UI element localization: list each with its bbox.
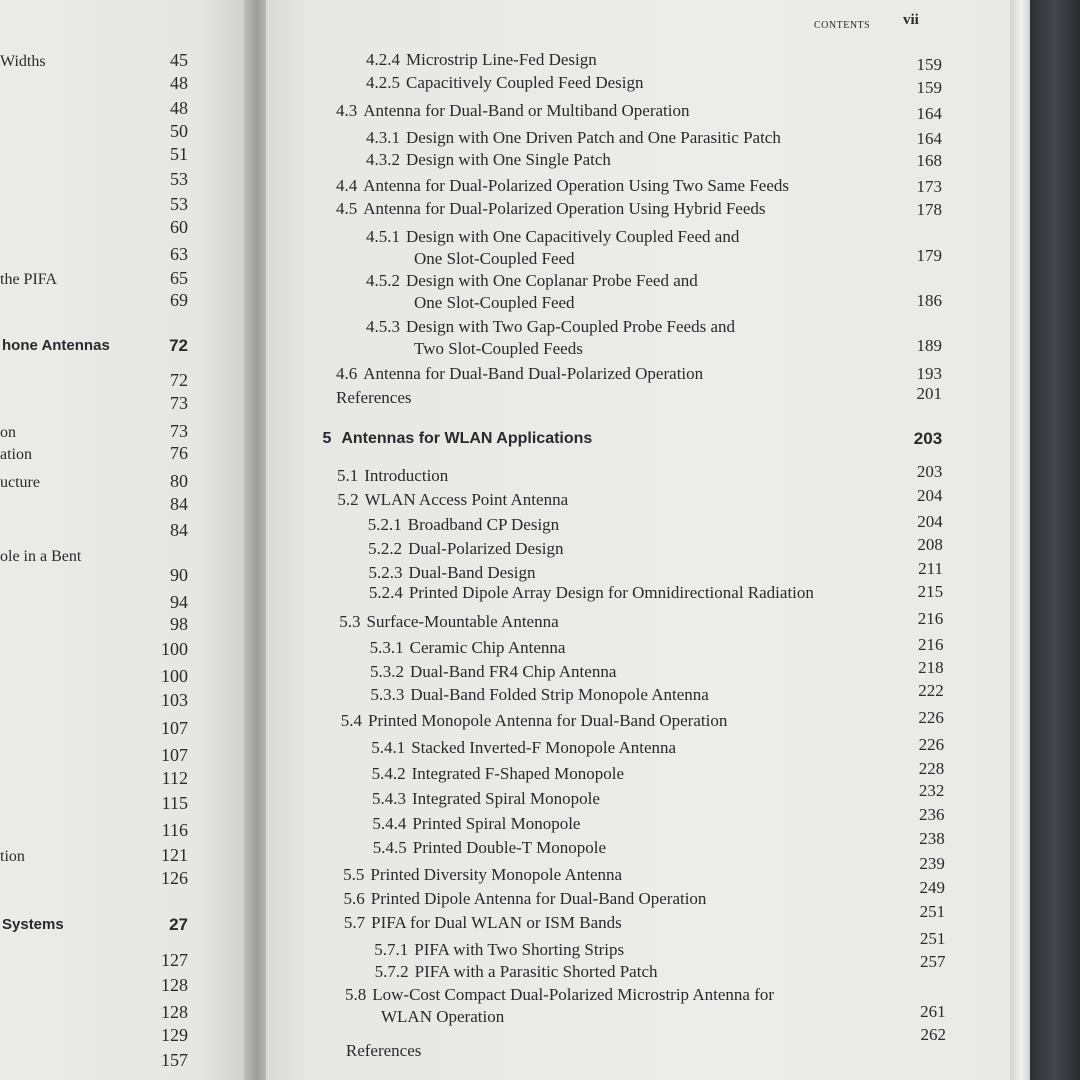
toc-entry-number: 5.2	[337, 490, 359, 509]
toc-entry	[336, 199, 765, 219]
toc-entry-title: Design with One Capacitively Coupled Feed and	[406, 227, 740, 246]
left-page-number: 84	[170, 520, 188, 540]
toc-entry-number: 4.3.1	[366, 128, 400, 147]
toc-entry	[372, 789, 600, 809]
toc-page-number: 222	[918, 681, 944, 700]
left-page-number: 51	[170, 144, 188, 164]
right-page	[266, 0, 1014, 1080]
toc-entry	[366, 227, 739, 247]
left-page-number: 27	[169, 915, 188, 934]
toc-entry-number: 4.4	[336, 176, 358, 195]
toc-entry-title: Antenna for Dual-Band Dual-Polarized Operation	[363, 364, 704, 383]
left-page-number: 126	[161, 868, 188, 888]
toc-page-number: 168	[916, 151, 942, 170]
folio: vii	[903, 12, 919, 28]
toc-entry-title: Dual-Polarized Design	[408, 539, 564, 558]
running-head: CONTENTS	[814, 20, 871, 31]
toc-page-number: 218	[918, 658, 944, 677]
toc-page-number: 178	[916, 200, 942, 219]
left-page-number: 73	[170, 421, 188, 441]
left-page-number: 128	[161, 1002, 188, 1022]
toc-entry	[344, 889, 707, 909]
toc-entry-title: Design with One Coplanar Probe Feed and	[406, 271, 698, 290]
toc-entry	[368, 515, 559, 535]
toc-entry	[336, 364, 703, 384]
toc-entry-title: Microstrip Line-Fed Design	[406, 50, 597, 69]
toc-entry-title: Printed Monopole Antenna for Dual-Band Operation	[368, 711, 728, 730]
toc-entry-title: Printed Dipole Antenna for Dual-Band Operation	[370, 889, 707, 908]
left-page-number: 127	[161, 950, 188, 970]
left-page-number: 121	[161, 845, 188, 865]
toc-entry	[366, 271, 698, 291]
toc-entry-number: 4.5.1	[366, 227, 400, 246]
toc-entry-number: 4.5	[336, 199, 358, 218]
toc-entry-number: 5.3	[339, 612, 361, 631]
toc-page-number: 236	[919, 805, 945, 824]
toc-entry-title: Dual-Band FR4 Chip Antenna	[410, 662, 617, 681]
toc-entry	[370, 685, 708, 705]
toc-entry	[372, 764, 624, 784]
toc-page-number: 261	[920, 1002, 946, 1021]
toc-entry-number: 5.3.2	[370, 662, 405, 681]
toc-page-number: 262	[920, 1025, 946, 1044]
toc-entry-title: Integrated F-Shaped Monopole	[411, 764, 625, 783]
toc-entry-title: PIFA for Dual WLAN or ISM Bands	[371, 913, 622, 932]
toc-entry-number: 5.2.1	[367, 515, 402, 534]
toc-page-number: 201	[916, 384, 942, 403]
toc-entry-title: Printed Dipole Array Design for Omnidirectional Radiation	[408, 583, 814, 602]
toc-entry-number: 5.1	[337, 466, 359, 485]
left-page-number: 94	[170, 592, 188, 612]
left-page-number: 100	[161, 639, 188, 659]
toc-entry-number: 5.4.2	[371, 764, 406, 783]
toc-entry-title: Low-Cost Compact Dual-Polarized Microstrip Antenna for	[372, 985, 775, 1004]
left-page-number: 90	[170, 565, 188, 585]
toc-page-number: 203	[913, 429, 943, 448]
toc-page-number: 204	[917, 486, 943, 505]
toc-entry	[344, 913, 622, 933]
toc-page-number: 239	[919, 854, 945, 873]
toc-entry-number: 5.7.1	[374, 940, 409, 959]
left-entry-fragment: on	[0, 424, 16, 441]
toc-page-number: 249	[919, 878, 945, 897]
toc-entry	[336, 176, 789, 196]
toc-entry-number: 5	[322, 430, 332, 447]
toc-entry	[337, 490, 568, 510]
left-page-number: 48	[170, 73, 188, 93]
toc-page-number: 189	[916, 336, 942, 355]
left-page-number: 80	[170, 471, 188, 491]
left-page-number: 48	[170, 98, 188, 118]
toc-entry-title: Stacked Inverted-F Monopole Antenna	[411, 738, 677, 757]
left-page-number: 157	[161, 1050, 188, 1070]
toc-page-number: 228	[918, 759, 945, 778]
left-page-number: 103	[161, 690, 188, 710]
toc-entry	[366, 150, 611, 170]
left-entry-fragment: ole in a Bent	[0, 548, 82, 565]
toc-entry-continuation: WLAN Operation	[381, 1007, 505, 1026]
left-page-number: 72	[169, 336, 188, 355]
left-page-number: 98	[170, 614, 188, 634]
toc-page-number: 164	[916, 104, 942, 123]
left-page-number: 100	[161, 666, 188, 686]
toc-entry-title: Antenna for Dual-Polarized Operation Using Hybrid Feeds	[363, 199, 766, 218]
toc-entry	[343, 865, 622, 885]
toc-entry	[372, 814, 580, 834]
toc-entry-title: Printed Diversity Monopole Antenna	[370, 865, 623, 884]
toc-entry-continuation: One Slot-Coupled Feed	[414, 293, 575, 312]
toc-entry-title: Printed Double-T Monopole	[412, 838, 607, 857]
toc-entry-title: WLAN Access Point Antenna	[364, 490, 569, 509]
toc-page-number: 203	[916, 462, 943, 481]
toc-page-number: 251	[919, 929, 946, 948]
toc-entry	[339, 612, 558, 632]
toc-entry	[370, 638, 566, 658]
left-page-number: 50	[170, 121, 188, 141]
left-page-number: 73	[170, 393, 188, 413]
toc-entry-number: 5.7	[343, 913, 366, 932]
left-entry-fragment: the PIFA	[0, 271, 58, 288]
toc-entry	[337, 466, 448, 486]
left-page	[0, 0, 248, 1080]
toc-entry	[346, 1041, 422, 1061]
left-entry-fragment: ucture	[0, 474, 40, 491]
left-entry-fragment: Systems	[2, 916, 64, 933]
toc-page-number: 226	[918, 708, 944, 727]
toc-page-number: 208	[917, 535, 943, 554]
toc-entry-number: 4.2.5	[366, 73, 400, 92]
toc-entry-number: 5.8	[345, 985, 367, 1004]
left-page-number: 116	[161, 820, 188, 840]
toc-page-number: 211	[918, 559, 943, 578]
toc-entry-number: 4.3.2	[366, 150, 400, 169]
toc-entry-continuation: Two Slot-Coupled Feeds	[414, 339, 583, 358]
toc-entry-number: 5.6	[343, 889, 365, 908]
toc-entry-number: 5.4.1	[371, 738, 406, 757]
toc-entry-number: 4.5.3	[366, 317, 400, 336]
toc-entry-title: Design with One Driven Patch and One Parasitic Patch	[406, 128, 781, 147]
left-page-number: 69	[170, 290, 188, 310]
toc-entry	[368, 539, 563, 559]
toc-entry-title: PIFA with Two Shorting Strips	[414, 940, 625, 959]
toc-entry-title: Integrated Spiral Monopole	[411, 789, 600, 808]
toc-entry	[366, 128, 781, 148]
toc-entry	[341, 711, 728, 731]
toc-entry-number: 5.2.4	[368, 583, 403, 602]
toc-entry-number: 5.7.2	[374, 962, 409, 981]
toc-entry-title: Dual-Band Design	[408, 563, 536, 582]
toc-entry-title: Design with One Single Patch	[406, 150, 611, 169]
left-entry-fragment: ation	[0, 446, 32, 463]
toc-entry-number: 4.3	[336, 101, 358, 120]
left-entry-fragment: Widths	[0, 53, 46, 70]
toc-entry-number: 4.2.4	[366, 50, 400, 69]
toc-entry	[336, 101, 689, 121]
toc-entry-number: 4.6	[336, 364, 358, 383]
toc-entry-title: Antennas for WLAN Applications	[341, 430, 593, 447]
toc-entry	[366, 317, 735, 337]
toc-entry	[366, 73, 643, 93]
toc-entry-title: Printed Spiral Monopole	[412, 814, 581, 833]
toc-page-number: 186	[916, 291, 942, 310]
toc-page-number: 232	[918, 781, 945, 800]
left-page-number: 84	[170, 494, 188, 514]
toc-entry-title: Antenna for Dual-Polarized Operation Using Two Same Feeds	[363, 176, 790, 195]
toc-page-number: 238	[919, 829, 945, 848]
toc-page-number: 193	[916, 364, 942, 383]
toc-entry-number: 5.3.1	[369, 638, 404, 657]
toc-entry-number: 5.2.2	[368, 539, 403, 558]
toc-entry-title: Broadband CP Design	[407, 515, 560, 534]
toc-entry	[374, 940, 624, 960]
toc-entry-title: References	[336, 388, 412, 407]
toc-entry	[371, 738, 676, 758]
toc-entry-title: Introduction	[364, 466, 449, 485]
toc-entry-number: 4.5.2	[366, 271, 400, 290]
left-entry-fragment: hone Antennas	[2, 337, 110, 354]
left-page-number: 53	[170, 194, 188, 214]
left-page-number: 63	[170, 244, 188, 264]
toc-page-number: 251	[919, 902, 946, 921]
toc-entry-title: Ceramic Chip Antenna	[409, 638, 566, 657]
left-page-number: 72	[170, 370, 188, 390]
left-page-number: 76	[170, 443, 188, 463]
left-page-number: 107	[161, 745, 188, 765]
page-edge	[1010, 0, 1030, 1080]
toc-entry-title: Design with Two Gap-Coupled Probe Feeds and	[406, 317, 736, 336]
left-page-number: 112	[161, 768, 188, 788]
toc-entry-title: References	[345, 1041, 422, 1060]
toc-page-number: 216	[917, 609, 944, 628]
toc-entry-number: 5.4	[340, 711, 363, 730]
toc-entry-number: 5.4.3	[371, 789, 406, 808]
toc-entry	[336, 388, 412, 408]
toc-entry-number: 5.2.3	[368, 563, 403, 582]
left-page-number: 60	[170, 217, 188, 237]
left-page-number: 53	[170, 169, 188, 189]
toc-entry	[373, 838, 606, 858]
toc-entry-number: 5.4.5	[372, 838, 407, 857]
toc-page-number: 179	[916, 246, 942, 265]
toc-page-number: 257	[919, 952, 946, 971]
toc-entry-number: 5.4.4	[372, 814, 407, 833]
left-page-number: 115	[161, 793, 188, 813]
toc-page-number: 173	[916, 177, 942, 196]
toc-entry-title: Surface-Mountable Antenna	[366, 612, 559, 631]
toc-entry	[369, 583, 814, 603]
toc-entry	[345, 985, 774, 1005]
toc-page-number: 204	[917, 512, 943, 531]
toc-entry-title: Antenna for Dual-Band or Multiband Operation	[363, 101, 690, 120]
toc-entry	[375, 962, 658, 982]
toc-page-number: 216	[917, 635, 944, 654]
left-page-number: 129	[161, 1025, 188, 1045]
left-page-number: 65	[170, 268, 188, 288]
toc-entry	[370, 662, 616, 682]
toc-page-number: 159	[916, 78, 942, 97]
toc-entry-number: 5.5	[343, 865, 365, 884]
toc-page-number: 226	[918, 735, 945, 754]
left-entry-fragment: tion	[0, 848, 25, 865]
left-page-number: 45	[170, 50, 188, 70]
book-cover	[1030, 0, 1080, 1080]
toc-chapter-heading	[322, 429, 592, 449]
left-page-number: 128	[161, 975, 188, 995]
toc-entry-number: 5.3.3	[370, 685, 405, 704]
toc-entry-title: Capacitively Coupled Feed Design	[406, 73, 644, 92]
toc-page-number: 215	[917, 582, 944, 601]
toc-entry	[369, 563, 536, 583]
toc-entry-continuation: One Slot-Coupled Feed	[414, 249, 575, 268]
toc-page-number: 164	[916, 129, 942, 148]
left-page-number: 107	[161, 718, 188, 738]
toc-page-number: 159	[916, 55, 942, 74]
toc-entry-title: PIFA with a Parasitic Shorted Patch	[414, 962, 658, 981]
toc-entry	[366, 50, 597, 70]
toc-entry-title: Dual-Band Folded Strip Monopole Antenna	[410, 685, 709, 704]
